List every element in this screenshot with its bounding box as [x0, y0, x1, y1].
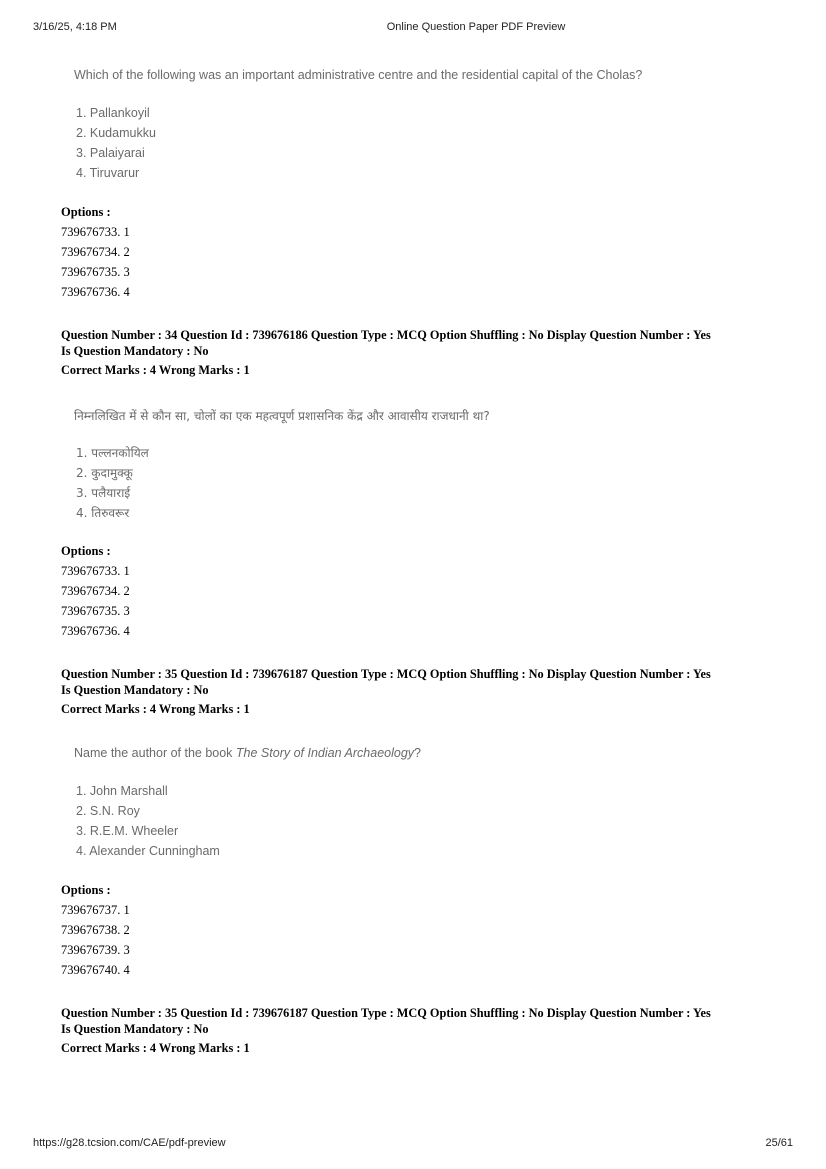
choice-item: 1. John Marshall — [76, 784, 168, 798]
question-text: Which of the following was an important administrative centre and the residential capital of the Cholas? — [74, 68, 643, 82]
question-image-english-cholas — [74, 68, 642, 183]
choice-item: 3. Palaiyarai — [76, 146, 145, 160]
option-line: 739676738. 2 — [61, 923, 130, 937]
option-line: 739676734. 2 — [61, 584, 130, 598]
option-line: 739676733. 1 — [61, 225, 130, 239]
choice-list — [74, 103, 642, 183]
question-meta-line: Question Number : 35 Question Id : 739676187 Question Type : MCQ Option Shuffling : No Display Question Number : Yes — [61, 1006, 711, 1020]
options-label: Options : — [61, 883, 111, 897]
print-datetime: 3/16/25, 4:18 PM — [33, 21, 117, 33]
option-line: 739676736. 4 — [61, 285, 130, 299]
choice-item: 3. पलैयाराई — [76, 486, 131, 500]
question-meta-line: Question Number : 35 Question Id : 739676187 Question Type : MCQ Option Shuffling : No Display Question Number : Yes — [61, 667, 711, 681]
choice-list — [74, 781, 421, 861]
mandatory-line: Is Question Mandatory : No — [61, 683, 209, 697]
question-meta — [61, 666, 781, 717]
question-image-hindi-cholas — [74, 407, 490, 523]
choice-item: 1. Pallankoyil — [76, 106, 150, 120]
options-list — [61, 541, 130, 641]
choice-item: 3. R.E.M. Wheeler — [76, 824, 179, 838]
option-line: 739676735. 3 — [61, 604, 130, 618]
choice-item: 4. Alexander Cunningham — [76, 844, 220, 858]
question-meta-line: Question Number : 34 Question Id : 739676186 Question Type : MCQ Option Shuffling : No Display Question Number : Yes — [61, 328, 711, 342]
options-list — [61, 202, 130, 302]
option-line: 739676734. 2 — [61, 245, 130, 259]
option-line: 739676739. 3 — [61, 943, 130, 957]
page-url[interactable]: https://g28.tcsion.com/CAE/pdf-preview — [33, 1137, 226, 1149]
mandatory-line: Is Question Mandatory : No — [61, 344, 209, 358]
question-text: निम्नलिखित में से कौन सा, चोलों का एक महत्वपूर्ण प्रशासनिक केंद्र और आवासीय राजधानी था? — [74, 409, 490, 423]
option-line: 739676733. 1 — [61, 564, 130, 578]
marks-line: Correct Marks : 4 Wrong Marks : 1 — [61, 1041, 250, 1055]
marks-line: Correct Marks : 4 Wrong Marks : 1 — [61, 702, 250, 716]
mandatory-line: Is Question Mandatory : No — [61, 1022, 209, 1036]
choice-item: 2. S.N. Roy — [76, 804, 140, 818]
book-title: The Story of Indian Archaeology — [235, 746, 415, 760]
options-label: Options : — [61, 544, 111, 558]
choice-item: 4. तिरुवरूर — [76, 506, 130, 520]
choice-item: 4. Tiruvarur — [76, 166, 140, 180]
choice-item: 2. Kudamukku — [76, 126, 156, 140]
marks-line: Correct Marks : 4 Wrong Marks : 1 — [61, 363, 250, 377]
question-text-suffix: ? — [414, 746, 421, 760]
question-meta — [61, 1005, 781, 1056]
page-number: 25/61 — [765, 1137, 793, 1149]
choice-item: 2. कुदामुक्कू — [76, 466, 133, 480]
choice-list — [74, 443, 490, 523]
option-line: 739676736. 4 — [61, 624, 130, 638]
page-header-title: Online Question Paper PDF Preview — [386, 21, 566, 33]
option-line: 739676735. 3 — [61, 265, 130, 279]
options-list — [61, 880, 130, 980]
question-text — [74, 746, 421, 760]
option-line: 739676737. 1 — [61, 903, 130, 917]
option-line: 739676740. 4 — [61, 963, 130, 977]
question-text-prefix: Name the author of the book — [74, 746, 236, 760]
question-image-english-archaeology — [74, 746, 421, 861]
choice-item: 1. पल्लनकोयिल — [76, 446, 149, 460]
question-meta — [61, 327, 781, 378]
options-label: Options : — [61, 205, 111, 219]
